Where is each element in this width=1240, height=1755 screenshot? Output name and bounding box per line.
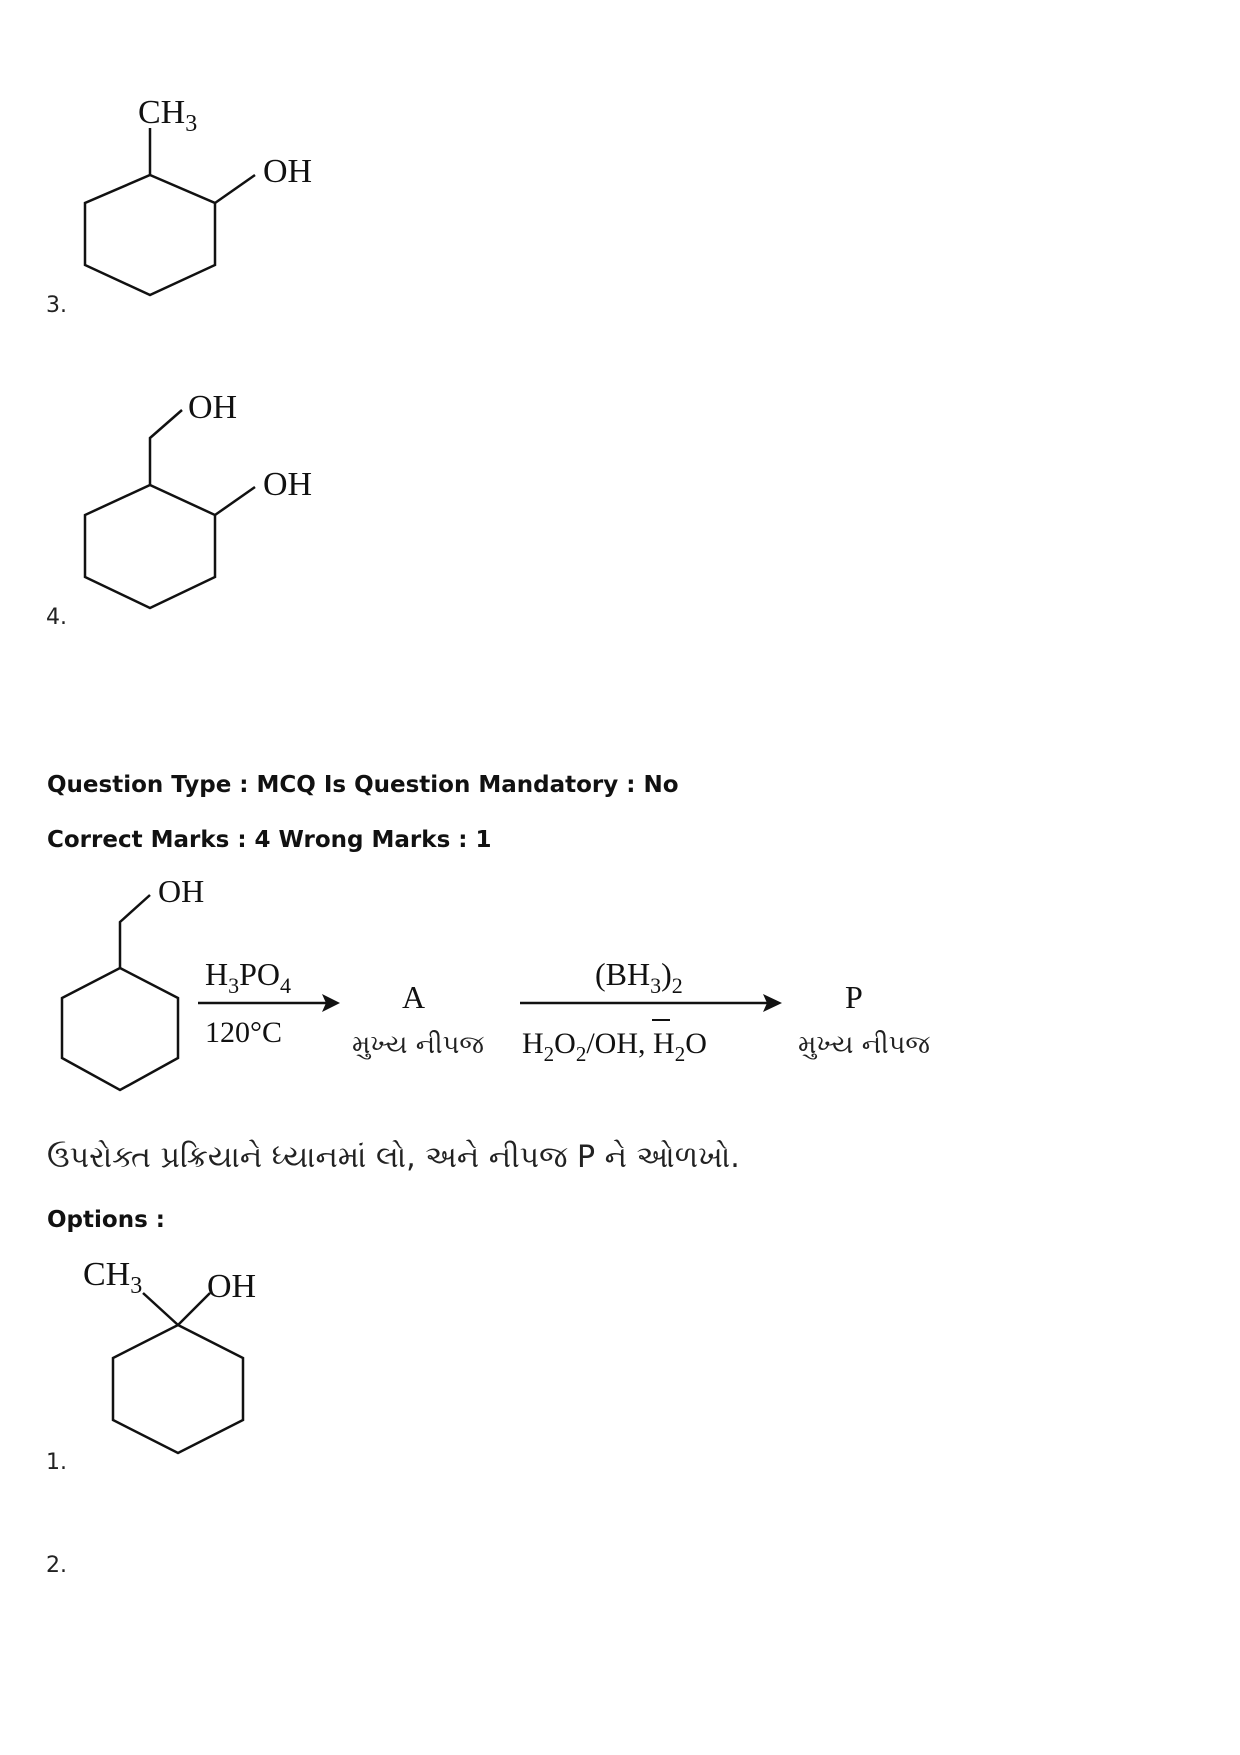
product-P: P: [845, 979, 863, 1015]
methyl-bond: [143, 1293, 178, 1325]
option-number-3: 3.: [46, 293, 67, 318]
methyl-label: $CH_3$: [83, 1256, 143, 1299]
cyclohexane-ring: [113, 1325, 243, 1453]
condition-1: 120°C: [205, 1016, 283, 1049]
hydroxyl-label: OH: [207, 1268, 257, 1305]
cyclohexane-ring: [85, 175, 215, 295]
intermediate-A: A: [402, 979, 426, 1015]
cyclohexane-ring: [85, 485, 215, 608]
hydroxyl-label: OH: [263, 466, 313, 503]
hydroxymethyl-bond: [150, 410, 182, 485]
reagent-2: $(BH_3)_2$: [595, 956, 683, 998]
start-hydroxyl-label: OH: [158, 873, 205, 909]
option-number-4: 4.: [46, 605, 67, 630]
option-number-1: 1.: [46, 1450, 67, 1475]
hydroxyl-bond: [178, 1293, 210, 1325]
hydroxyl-label: OH: [263, 153, 313, 190]
option-1-structure: [75, 1255, 295, 1485]
start-hydroxymethyl-bond: [120, 895, 150, 968]
hydroxymethyl-label: OH: [188, 389, 238, 426]
option-4-structure: [60, 380, 360, 630]
marks-line: Correct Marks : 4 Wrong Marks : 1: [47, 827, 492, 853]
question-text: ઉપરોક્ત પ્રક્રિયાને ધ્યાનમાં લો, અને નીપજ P ને ઓળખો.: [47, 1140, 740, 1175]
hydroxyl-bond: [215, 175, 255, 203]
starting-ring: [62, 968, 178, 1090]
product-label: મુખ્ય નીપજ: [798, 1030, 930, 1060]
option-3-structure: [60, 80, 360, 320]
reagent-1: $H_3PO_4$: [205, 956, 292, 998]
hydroxyl-bond: [215, 487, 255, 515]
question-type-line: Question Type : MCQ Is Question Mandatory : No: [47, 772, 679, 798]
reaction-scheme: [50, 870, 980, 1100]
options-label: Options :: [47, 1207, 165, 1233]
methyl-label: $CH_3$: [138, 94, 198, 137]
intermediate-label: મુખ્ય નીપજ: [352, 1030, 484, 1060]
condition-2: $H_2O_2/OH$, $H_2O$: [522, 1027, 707, 1066]
option-number-2: 2.: [46, 1553, 67, 1578]
